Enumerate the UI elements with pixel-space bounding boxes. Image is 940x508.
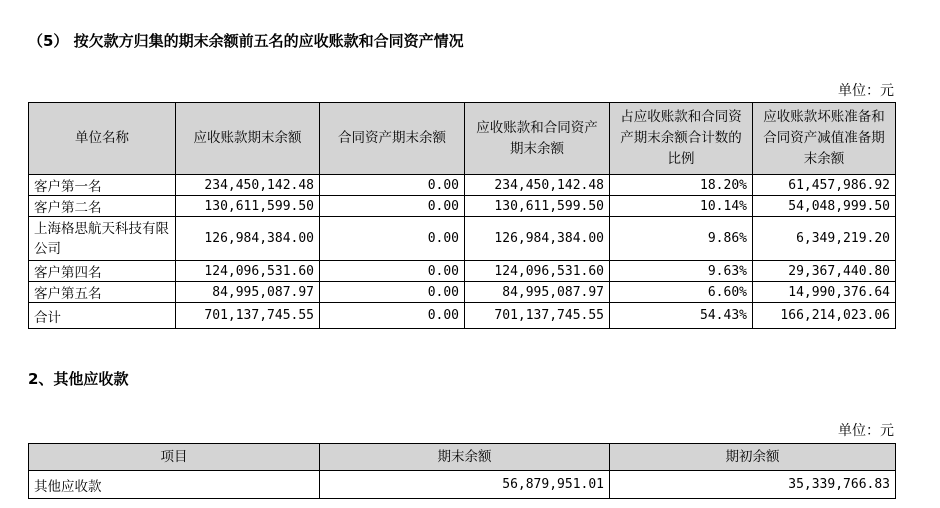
combined-balance-cell: 84,995,087.97 bbox=[465, 282, 610, 303]
ratio-cell: 18.20% bbox=[610, 175, 753, 196]
contract-asset-cell: 0.00 bbox=[320, 196, 465, 217]
header-cell: 应收账款坏账准备和合同资产减值准备期末余额 bbox=[753, 103, 896, 175]
table-row bbox=[29, 175, 896, 196]
receivable-cell: 84,995,087.97 bbox=[176, 282, 320, 303]
receivable-cell: 130,611,599.50 bbox=[176, 196, 320, 217]
receivable-cell: 701,137,745.55 bbox=[176, 303, 320, 329]
ratio-cell: 9.63% bbox=[610, 261, 753, 282]
unit-label-2: 单位：元 bbox=[838, 423, 894, 439]
combined-balance-cell: 234,450,142.48 bbox=[465, 175, 610, 196]
combined-balance-cell: 124,096,531.60 bbox=[465, 261, 610, 282]
table-header-row bbox=[29, 444, 896, 471]
other-receivables-table bbox=[28, 443, 896, 499]
section-title-other-receivables: 2、其他应收款 bbox=[28, 370, 129, 388]
section-title-top5-receivables: （5） 按欠款方归集的期末余额前五名的应收账款和合同资产情况 bbox=[28, 32, 464, 50]
total-label-cell: 合计 bbox=[29, 303, 176, 329]
item-name-cell: 其他应收款 bbox=[29, 471, 320, 499]
header-cell: 期末余额 bbox=[320, 444, 610, 471]
receivable-cell: 234,450,142.48 bbox=[176, 175, 320, 196]
combined-balance-cell: 701,137,745.55 bbox=[465, 303, 610, 329]
table-row bbox=[29, 217, 896, 261]
customer-name-cell: 上海格思航天科技有限公司 bbox=[29, 217, 176, 261]
contract-asset-cell: 0.00 bbox=[320, 217, 465, 261]
customer-name-cell: 客户第五名 bbox=[29, 282, 176, 303]
ratio-cell: 54.43% bbox=[610, 303, 753, 329]
table-row bbox=[29, 261, 896, 282]
header-cell: 期初余额 bbox=[610, 444, 896, 471]
top5-receivables-table bbox=[28, 102, 896, 329]
ratio-cell: 9.86% bbox=[610, 217, 753, 261]
opening-balance-cell: 35,339,766.83 bbox=[610, 471, 896, 499]
contract-asset-cell: 0.00 bbox=[320, 261, 465, 282]
table-row bbox=[29, 471, 896, 499]
header-cell: 占应收账款和合同资产期末余额合计数的比例 bbox=[610, 103, 753, 175]
receivable-cell: 126,984,384.00 bbox=[176, 217, 320, 261]
total-row bbox=[29, 303, 896, 329]
provision-cell: 54,048,999.50 bbox=[753, 196, 896, 217]
provision-cell: 6,349,219.20 bbox=[753, 217, 896, 261]
ratio-cell: 6.60% bbox=[610, 282, 753, 303]
provision-cell: 29,367,440.80 bbox=[753, 261, 896, 282]
table-row bbox=[29, 196, 896, 217]
table-header-row bbox=[29, 103, 896, 175]
contract-asset-cell: 0.00 bbox=[320, 282, 465, 303]
table-row bbox=[29, 282, 896, 303]
customer-name-cell: 客户第二名 bbox=[29, 196, 176, 217]
header-cell: 应收账款和合同资产期末余额 bbox=[465, 103, 610, 175]
ratio-cell: 10.14% bbox=[610, 196, 753, 217]
header-cell: 应收账款期末余额 bbox=[176, 103, 320, 175]
unit-label-1: 单位：元 bbox=[838, 83, 894, 99]
contract-asset-cell: 0.00 bbox=[320, 303, 465, 329]
combined-balance-cell: 130,611,599.50 bbox=[465, 196, 610, 217]
customer-name-cell: 客户第一名 bbox=[29, 175, 176, 196]
receivable-cell: 124,096,531.60 bbox=[176, 261, 320, 282]
customer-name-cell: 客户第四名 bbox=[29, 261, 176, 282]
header-cell: 项目 bbox=[29, 444, 320, 471]
contract-asset-cell: 0.00 bbox=[320, 175, 465, 196]
provision-cell: 14,990,376.64 bbox=[753, 282, 896, 303]
closing-balance-cell: 56,879,951.01 bbox=[320, 471, 610, 499]
header-cell: 单位名称 bbox=[29, 103, 176, 175]
provision-cell: 61,457,986.92 bbox=[753, 175, 896, 196]
provision-cell: 166,214,023.06 bbox=[753, 303, 896, 329]
header-cell: 合同资产期末余额 bbox=[320, 103, 465, 175]
combined-balance-cell: 126,984,384.00 bbox=[465, 217, 610, 261]
